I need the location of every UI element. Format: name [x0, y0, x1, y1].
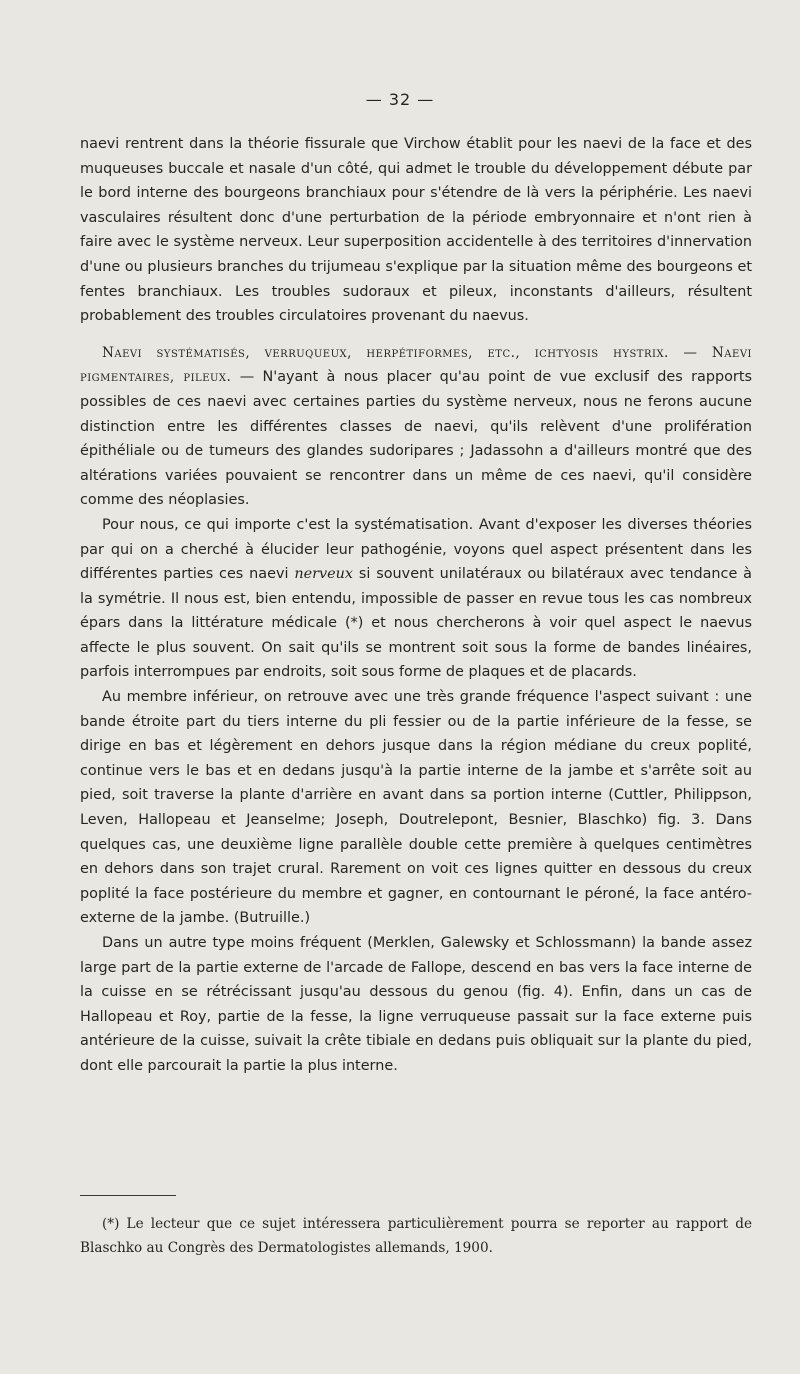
paragraph-4 — [80, 685, 752, 931]
footnote — [80, 1212, 752, 1260]
footnote-text: Le lecteur que ce sujet intéressera particulièrement pourra se reporter au rapport de Blaschko au Congrès des Dermatologistes allemands, 1900. — [80, 1216, 752, 1256]
paragraph-1-text: naevi rentrent dans la théorie fissurale que Virchow établit pour les naevi de la face et des muqueuses buccale et nasale d'un côté, qui admet le trouble du développement débute par le bord interne des bourgeons branchiaux pour s'étendre de là vers la périphérie. Les naevi vasculaires résultent donc d'une perturbation de la période embryonnaire et n'ont rien à faire avec le système nerveux. Leur superposition accidentelle à des territoires d'innervation d'une ou plusieurs branches du trijumeau s'explique par la situation même des bourgeons et fentes branchiaux. Les troubles sudoraux et pileux, inconstants d'ailleurs, résultent probablement des troubles circulatoires provenant du naevus. — [80, 136, 752, 325]
body-text — [80, 132, 752, 1079]
paragraph-3-emphasis: nerveux — [294, 566, 354, 583]
paragraph-3-text-after: si souvent unilatéraux ou bilatéraux avec tendance à la symétrie. Il nous est, bien entendu, impossible de passer en revue tous les cas nombreux épars dans la littérature médicale (*) et nous chercherons à voir quel aspect le naevus affecte le plus souvent. On sait qu'ils se montrent soit sous la forme de bandes linéaires, parfois interrompues par endroits, soit sous forme de plaques et de placards. — [80, 566, 752, 681]
section-heading: Naevi systématisés, verruqueux, herpétiformes, etc., ichtyosis hystrix. — Naevi pigmentaires, pileux. — [80, 344, 752, 386]
footnote-marker: (*) — [102, 1216, 120, 1232]
paragraph-4-text: Au membre inférieur, on retrouve avec une très grande fréquence l'aspect suivant : une bande étroite part du tiers interne du pli fessier ou de la partie inférieure de la fesse, se dirige en bas et légèrement en dehors jusque dans la région médiane du creux poplité, continue vers le bas et en dedans jusqu'à la partie interne de la jambe et s'arrête soit au pied, soit traverse la plante d'arrière en avant dans sa portion interne (Cuttler, Philippson, Leven, Hallopeau et Jeanselme; Joseph, Doutrelepont, Besnier, Blaschko) fig. 3. Dans quelques cas, une deuxième ligne parallèle double cette première à quelques centimètres en dehors dans son trajet crural. Rarement on voit ces lignes quitter en dessous du creux poplité la face postérieure du membre et gagner, en contournant le péroné, la face antéro-externe de la jambe. (Butruille.) — [80, 689, 752, 927]
paragraph-2 — [80, 341, 752, 513]
paragraph-3 — [80, 513, 752, 685]
paragraph-5 — [80, 931, 752, 1079]
paragraph-2-text: — N'ayant à nous placer qu'au point de vue exclusif des rapports possibles de ces naevi avec certaines parties du système nerveux, nous ne ferons aucune distinction entre les différentes classes de naevi, qu'ils relèvent d'une prolifération épithéliale ou de tumeurs des glandes sudoripares ; Jadassohn a d'ailleurs montré que des altérations variées pouvaient se rencontrer dans un même de ces naevi, qu'il considère comme des néoplasies. — [80, 369, 752, 509]
paragraph-1 — [80, 132, 752, 329]
page-number: — 32 — — [365, 90, 435, 109]
paragraph-5-text: Dans un autre type moins fréquent (Merklen, Galewsky et Schlossmann) la bande assez large part de la partie externe de l'arcade de Fallope, descend en bas vers la face interne de la cuisse en se rétrécissant jusqu'au dessous du genou (fig. 4). Enfin, dans un cas de Hallopeau et Roy, partie de la fesse, la ligne verruqueuse passait sur la face externe puis antérieure de la cuisse, suivait la crête tibiale en dedans puis obliquait sur la plante du pied, dont elle parcourait la partie la plus interne. — [80, 935, 752, 1074]
paragraph-3-text-before: Pour nous, ce qui importe c'est la systématisation. Avant d'exposer les diverses théories par qui on a cherché à élucider leur pathogénie, voyons quel aspect présentent dans les différentes parties ces naevi — [80, 516, 752, 583]
footnote-divider — [80, 1195, 176, 1196]
